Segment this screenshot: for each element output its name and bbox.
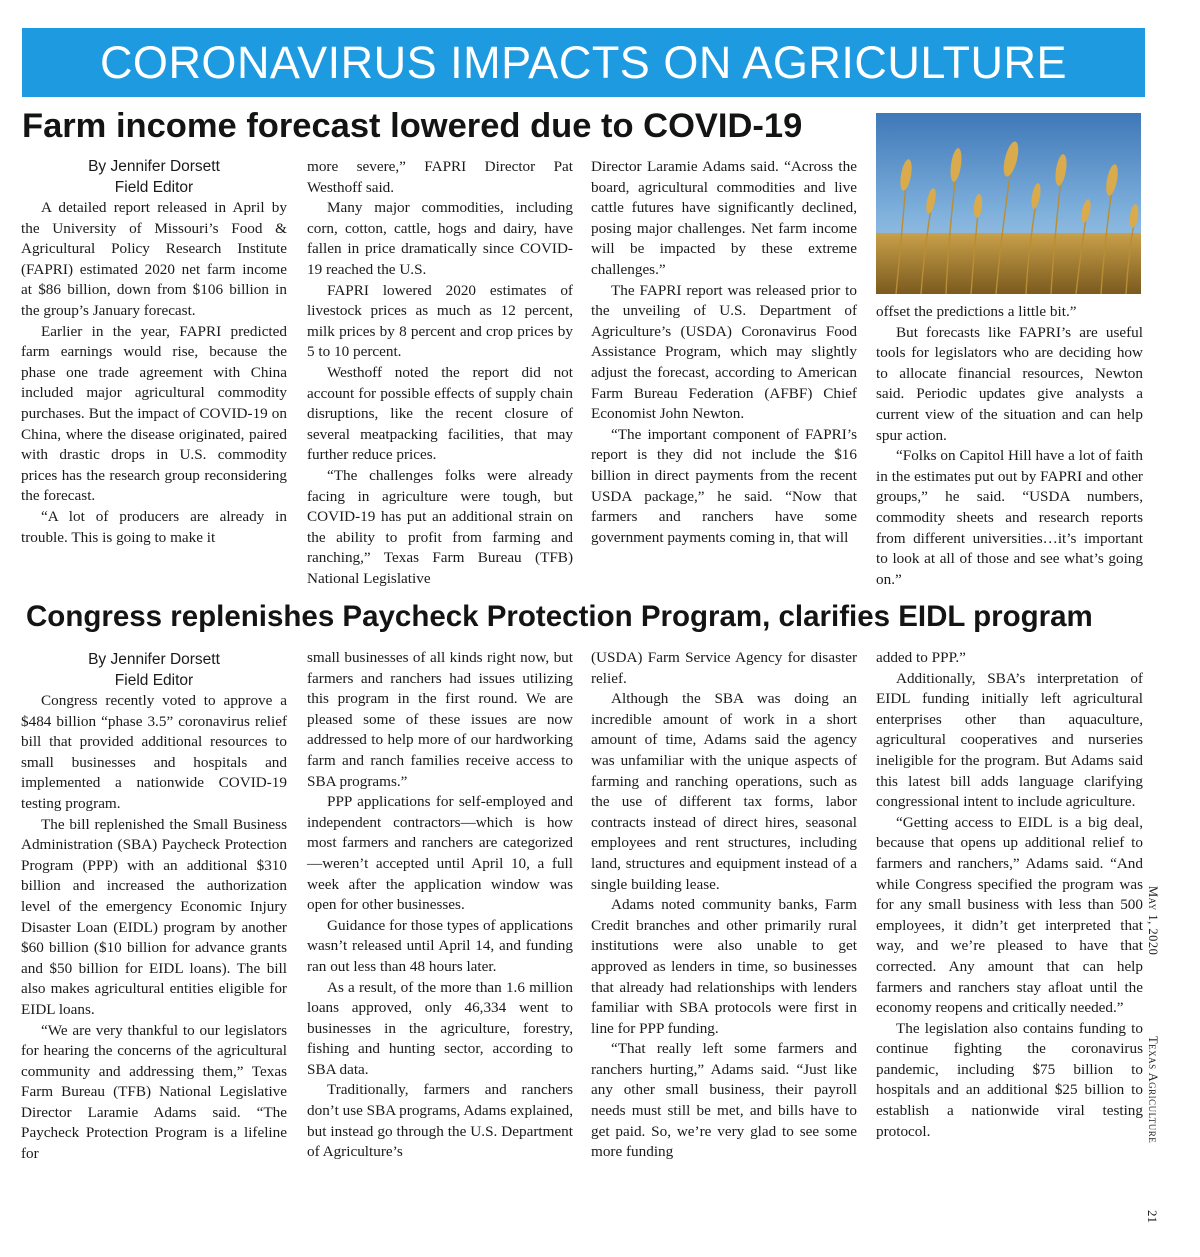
article2-column-2 <box>307 648 573 1163</box>
article2-column-1 <box>21 650 287 1165</box>
article2-role: Field Editor <box>114 671 194 689</box>
page-number: 21 <box>1145 1210 1160 1223</box>
article1-role: Field Editor <box>114 178 194 196</box>
article1-column-3 <box>591 157 857 548</box>
paragraph: The legislation also contains funding to continue fighting the coronavirus pandemic, including $75 billion to hospitals and an additional $25 billion to establish a nationwide viral testing protocol. <box>876 1019 1143 1140</box>
paragraph: “The important component of FAPRI’s report is they did not include the $16 billion in direct payments from the recent USDA package,” he said. “Now that farmers and ranchers have some government payments coming in, that will <box>591 425 857 546</box>
paragraph: Guidance for those types of applications wasn’t released until April 14, and funding ran out less than 48 hours later. <box>307 916 573 975</box>
section-banner: CORONAVIRUS IMPACTS ON AGRICULTURE <box>22 28 1145 97</box>
paragraph: The FAPRI report was released prior to the unveiling of U.S. Department of Agriculture’s (USDA) Coronavirus Food Assistance Program, which may slightly adjust the forecast, according to American Farm Bureau Federation (AFBF) Chief Economist John Newton. <box>591 281 857 423</box>
paragraph: “We are very thankful to our legislators for hearing the concerns of the agricultural community and addressing them,” Texas Farm Bureau (TFB) National Legislative Director Laramie Adams said. “The Paycheck Protection Program is a lifeline for <box>21 1021 287 1163</box>
paragraph: “That really left some farmers and ranchers hurting,” Adams said. “Just like any other small business, their payroll needs must still be met, and bills have to get paid. So, we’re very glad to see some more funding <box>591 1040 857 1161</box>
paragraph: But forecasts like FAPRI’s are useful tools for legislators who are deciding how to allocate financial resources, Newton said. Periodic updates give analysts a current view of the situation and can help spur action. <box>876 323 1143 444</box>
paragraph: The bill replenished the Small Business Administration (SBA) Paycheck Protection Program (PPP) with an additional $310 billion and increased the authorization level of the emergency Economic Injury Disaster Loan (EIDL) program by another $60 billion ($10 billion for advance grants and $50 billion for EIDL loans). The bill also makes agricultural entities eligible for EIDL loans. <box>21 815 287 1018</box>
paragraph: Congress recently voted to approve a $484 billion “phase 3.5” coronavirus relief bill that provided additional resources to small businesses and hospitals and implemented a nationwide COVID-19 testing program. <box>21 692 287 812</box>
paragraph: “A lot of producers are already in trouble. This is going to make it <box>21 507 287 546</box>
paragraph: Although the SBA was doing an incredible amount of work in a short amount of time, Adams said the agency was unfamiliar with the unique aspects of farming and ranching operations, such as the use of different tax forms, labor contracts instead of direct hires, seasonal employees and rent structures, including land, structures and equipment instead of a single building lease. <box>591 690 857 893</box>
article2-byline: By Jennifer Dorsett <box>88 651 220 668</box>
paragraph: Westhoff noted the report did not account for possible effects of supply chain disruptions, like the recent closure of several meatpacking facilities, that may further reduce prices. <box>307 363 573 464</box>
article1-column-2 <box>307 157 573 589</box>
paragraph: FAPRI lowered 2020 estimates of livestock prices as much as 12 percent, milk prices by 8 percent and crop prices by 5 to 10 percent. <box>307 281 573 361</box>
paragraph: Director Laramie Adams said. “Across the board, agricultural commodities and live cattle futures have significantly declined, posing major challenges. Net farm income will be impacted by these extreme challenges.” <box>591 158 857 278</box>
article2-headline: Congress replenishes Paycheck Protection Program, clarifies EIDL program <box>26 600 1093 633</box>
paragraph: “The challenges folks were already facing in agriculture were tough, but COVID-19 has put an additional strain on the ability to profit from farming and ranching,” Texas Farm Bureau (TFB) National Legislative <box>307 466 573 587</box>
paragraph: more severe,” FAPRI Director Pat Westhoff said. <box>307 158 573 196</box>
paragraph: small businesses of all kinds right now, but farmers and ranchers had issues utilizing this program in the first round. We are pleased some of these issues are now addressed to help more of our hardworking farm and ranch families receive access to SBA programs.” <box>307 649 573 790</box>
paragraph: “Folks on Capitol Hill have a lot of faith in the estimates put out by FAPRI and other groups,” he said. “USDA numbers, commodity sheets and research reports from different universities…it’s important to look at all of those and see what’s going on.” <box>876 447 1143 588</box>
paragraph: Additionally, SBA’s interpretation of EIDL funding initially left agricultural enterprises other than aquaculture, agricultural cooperatives and nurseries ineligible for the program. But Adams said this latest bill adds language clarifying congressional intent to include agriculture. <box>876 669 1143 811</box>
article2-column-4 <box>876 648 1143 1142</box>
article2-column-3 <box>591 648 857 1163</box>
publication-name: Texas Agriculture <box>1146 1036 1160 1144</box>
paragraph: (USDA) Farm Service Agency for disaster relief. <box>591 649 857 687</box>
wheat-field-photo <box>876 113 1141 294</box>
paragraph: Adams noted community banks, Farm Credit branches and other primarily rural institutions were also unable to get approved as lenders in time, so businesses that already had relationships with lenders familiar with SBA protocols were first in line for PPP funding. <box>591 896 857 1037</box>
paragraph: offset the predictions a little bit.” <box>876 303 1077 320</box>
paragraph: “Getting access to EIDL is a big deal, because that opens up additional relief to farmers and ranchers,” Adams said. “And while Congress specified the program was for any small business with less than 500 employees, it didn’t get interpreted that way, and we’re pleased to have that corrected. Any amount that can help farmers and ranchers stay afloat until the economy reopens and critically needed.” <box>876 813 1143 1017</box>
paragraph: PPP applications for self-employed and independent contractors—which is how most farmers and ranchers are categorized—weren’t accepted until April 10, a full week after the application window was open for other businesses. <box>307 793 573 914</box>
issue-date: May 1, 2020 <box>1146 886 1160 956</box>
article1-column-1 <box>21 157 287 548</box>
paragraph: Many major commodities, including corn, cotton, cattle, hogs and dairy, have fallen in price dramatically since COVID-19 reached the U.S. <box>307 199 573 278</box>
paragraph: Earlier in the year, FAPRI predicted farm earnings would rise, because the phase one trade agreement with China included major agricultural commodity purchases. But the impact of COVID-19 on China, where the disease originated, paired with drastic drops in U.S. commodity prices has the research group reconsidering the forecast. <box>21 322 287 505</box>
article1-byline: By Jennifer Dorsett <box>88 158 220 175</box>
article1-headline: Farm income forecast lowered due to COVID-19 <box>22 107 803 145</box>
paragraph: A detailed report released in April by the University of Missouri’s Food & Agricultural Policy Research Institute (FAPRI) estimated 2020 net farm income at $86 billion, down from $106 billion in the group’s January forecast. <box>21 199 287 319</box>
article1-column-4 <box>876 302 1143 590</box>
paragraph: Traditionally, farmers and ranchers don’t use SBA programs, Adams explained, but instead go through the U.S. Department of Agriculture’s <box>307 1081 573 1161</box>
paragraph: As a result, of the more than 1.6 million loans approved, only 46,334 went to businesses in the agriculture, forestry, fishing and hunting sector, according to SBA data. <box>307 978 573 1078</box>
paragraph: added to PPP.” <box>876 649 966 666</box>
